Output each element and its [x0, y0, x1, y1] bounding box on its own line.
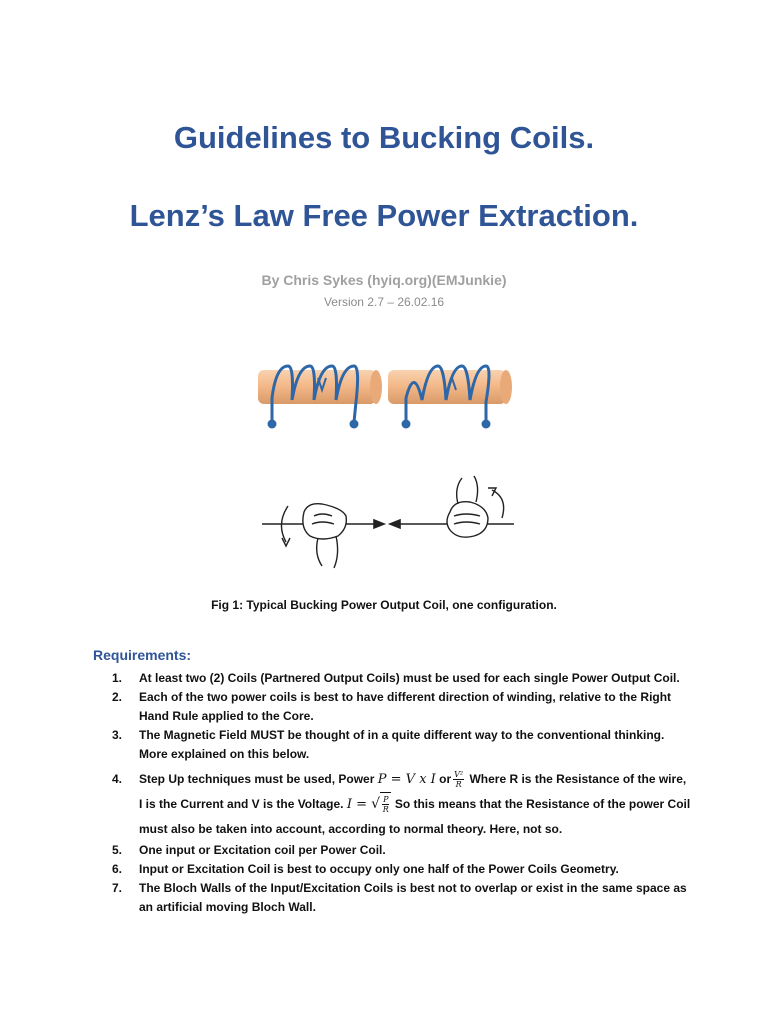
list-item	[112, 688, 692, 726]
document-title: Guidelines to Bucking Coils.	[173, 120, 595, 155]
requirements-heading: Requirements:	[93, 647, 192, 663]
right-coil	[388, 366, 512, 429]
or-word: or	[439, 772, 452, 786]
list-number: 5.	[112, 843, 123, 857]
list-item-text: The Bloch Walls of the Input/Excitation Coils is best not to overlap or exist in the same space as an artificial moving Bloch Wall.	[139, 881, 687, 914]
right-hand-rule-illustration	[222, 458, 552, 578]
list-item	[112, 669, 692, 688]
list-item	[112, 860, 692, 879]
list-number: 3.	[112, 728, 123, 742]
list-item-text: One input or Excitation coil per Power Coil.	[139, 843, 386, 857]
list-number: 6.	[112, 862, 123, 876]
list-item-text: So this means that the Resistance of the power Coil must also be taken into account, according to normal theory. Here, not so.	[139, 797, 691, 836]
bucking-coils-illustration	[246, 356, 516, 436]
right-fist-icon	[447, 476, 488, 537]
list-item	[112, 767, 692, 841]
list-item	[112, 879, 692, 917]
list-number: 2.	[112, 690, 123, 704]
author-byline: By Chris Sykes (hyiq.org)(EMJunkie)	[261, 272, 507, 288]
version-line: Version 2.7 – 26.02.16	[323, 295, 445, 309]
left-coil	[258, 366, 382, 429]
equation-power: P = V x I	[377, 772, 436, 787]
list-item-text: At least two (2) Coils (Partnered Output Coils) must be used for each single Power Output Coil.	[139, 671, 680, 685]
requirements-list	[112, 669, 692, 917]
document-subtitle: Lenz’s Law Free Power Extraction.	[129, 198, 639, 233]
list-item	[112, 726, 692, 764]
fraction-v-squared-over-r: $\frac{\text{V²}}{R}$	[454, 770, 464, 790]
list-number: 4.	[112, 772, 123, 786]
list-item-text: Where R is the Resistance of the wire, I is the Current and V is the Voltage.	[139, 772, 687, 811]
list-number: 7.	[112, 881, 123, 895]
list-number: 1.	[112, 671, 123, 685]
equation-current: I = √ $\frac{P}{R}$	[347, 797, 392, 812]
list-item-text: Each of the two power coils is best to have different direction of winding, relative to the Right Hand Rule applied to the Core.	[139, 690, 672, 723]
figure-caption: Fig 1: Typical Bucking Power Output Coil, one configuration.	[211, 598, 557, 612]
list-item-text: Step Up techniques must be used, Power	[139, 772, 375, 786]
left-fist-icon	[303, 504, 346, 568]
list-item-text: Input or Excitation Coil is best to occupy only one half of the Power Coils Geometry.	[139, 862, 619, 876]
list-item-text: The Magnetic Field MUST be thought of in a quite different way to the conventional thinking. More explained on this below.	[139, 728, 665, 761]
list-item	[112, 841, 692, 860]
